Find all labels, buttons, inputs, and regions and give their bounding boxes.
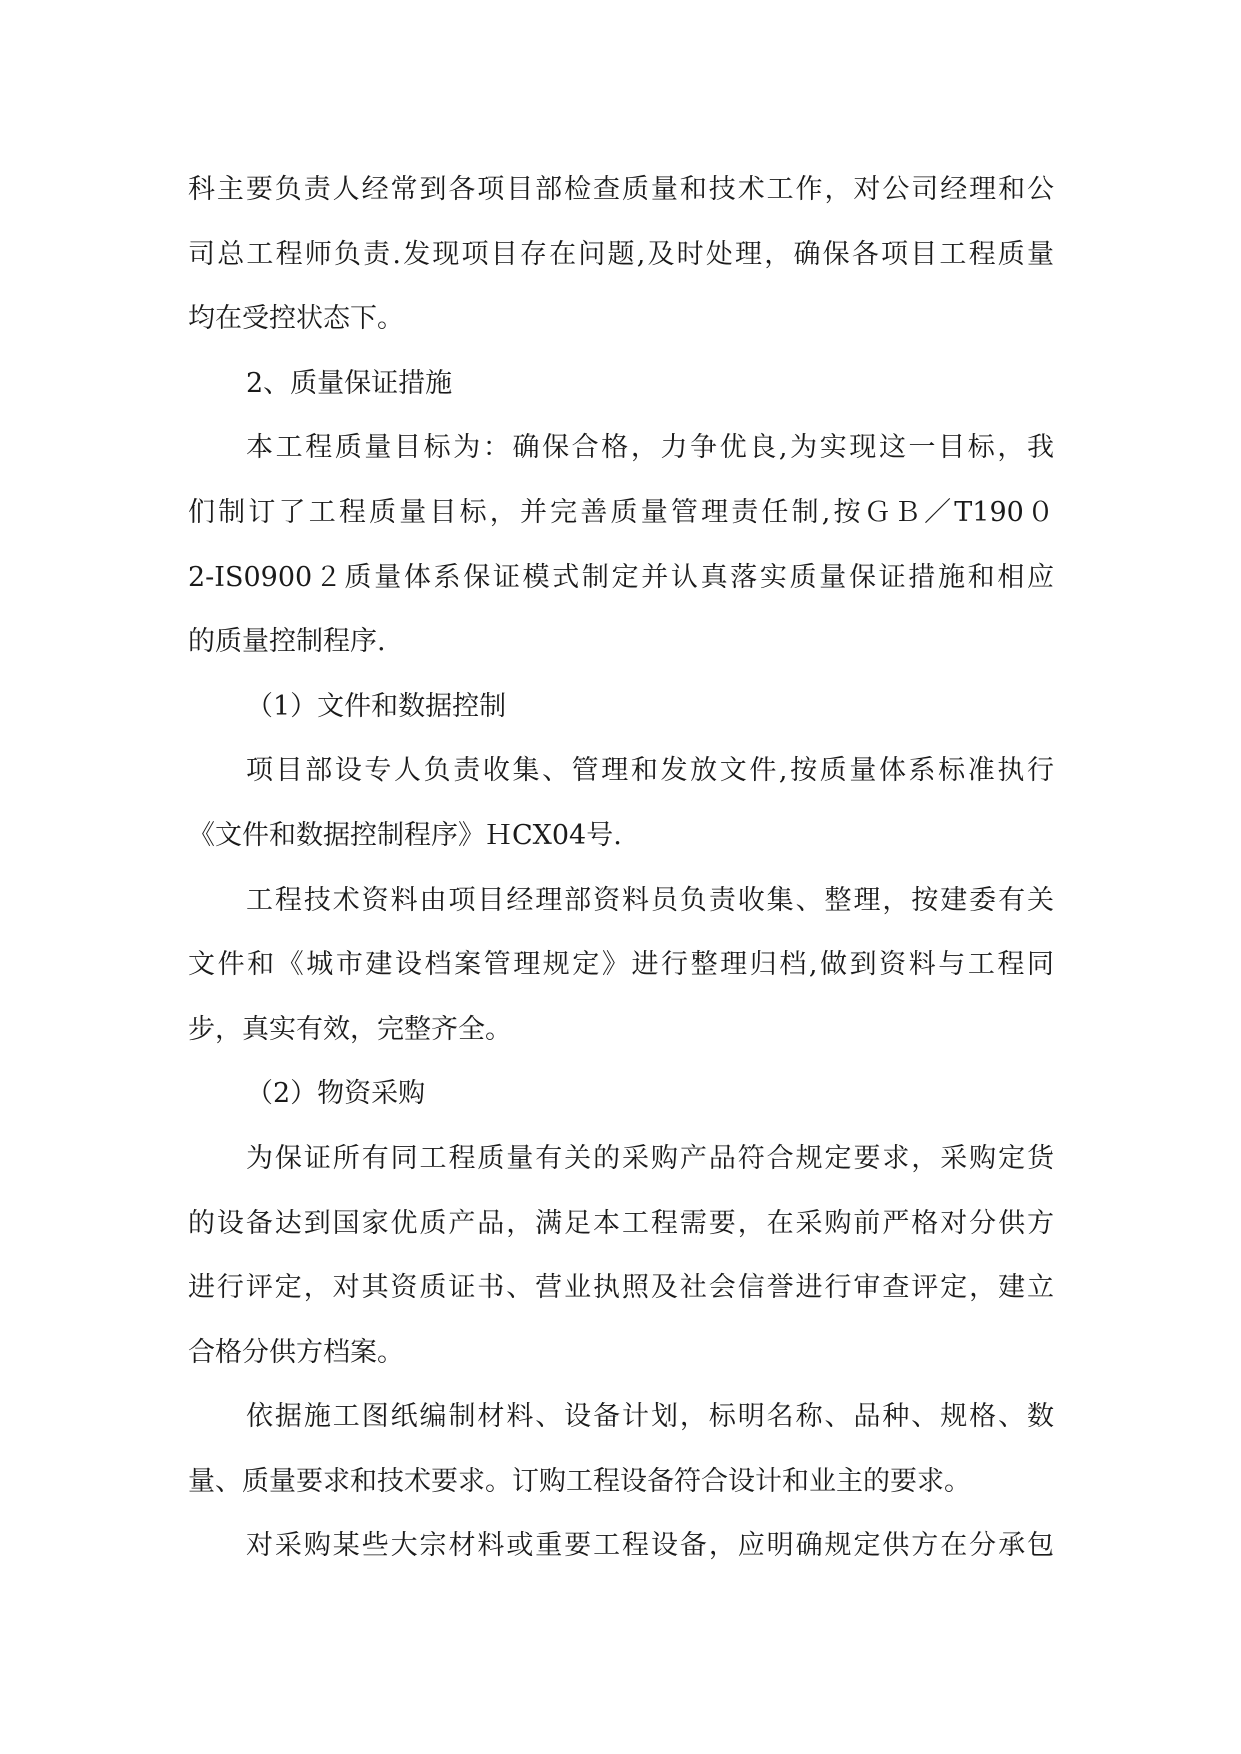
text-line: 科主要负责人经常到各项目部检查质量和技术工作，对公司经理和公: [188, 174, 1054, 205]
text-line: 均在受控状态下。: [188, 303, 404, 335]
text-line: 《文件和数据控制程序》ＨCX04号.: [188, 819, 622, 851]
section-heading: 2、质量保证措施: [246, 367, 453, 399]
text-line: 依据施工图纸编制材料、设备计划，标明名称、品种、规格、数: [246, 1401, 1054, 1433]
text-line: 合格分供方档案。: [188, 1336, 404, 1368]
text-line: 的设备达到国家优质产品，满足本工程需要，在采购前严格对分供方: [188, 1207, 1054, 1239]
text-line: 文件和《城市建设档案管理规定》进行整理归档,做到资料与工程同: [188, 949, 1054, 981]
text-line: 量、质量要求和技术要求。订购工程设备符合设计和业主的要求。: [188, 1465, 971, 1497]
text-line: 司总工程师负责.发现项目存在问题,及时处理，确保各项目工程质量: [188, 238, 1054, 270]
text-line: 们制订了工程质量目标，并完善质量管理责任制,按ＧＢ／T190０: [188, 496, 1054, 528]
text-line: 本工程质量目标为：确保合格，力争优良,为实现这一目标，我: [246, 432, 1054, 464]
subsection-heading: （1）文件和数据控制: [246, 690, 507, 722]
text-line: 项目部设专人负责收集、管理和发放文件,按质量体系标准执行: [246, 755, 1054, 787]
text-line: 对采购某些大宗材料或重要工程设备，应明确规定供方在分承包: [246, 1530, 1054, 1562]
text-line: 步，真实有效，完整齐全。: [188, 1013, 512, 1045]
body-text: [188, 158, 1054, 1579]
subsection-heading: （2）物资采购: [246, 1078, 426, 1110]
text-line: 为保证所有同工程质量有关的采购产品符合规定要求，采购定货: [246, 1142, 1054, 1174]
text-line: 工程技术资料由项目经理部资料员负责收集、整理，按建委有关: [246, 884, 1054, 916]
text-line: 的质量控制程序.: [188, 626, 386, 658]
text-line: 进行评定，对其资质证书、营业执照及社会信誉进行审查评定，建立: [188, 1272, 1054, 1304]
text-line: 2-IS0900２质量体系保证模式制定并认真落实质量保证措施和相应: [188, 561, 1054, 593]
